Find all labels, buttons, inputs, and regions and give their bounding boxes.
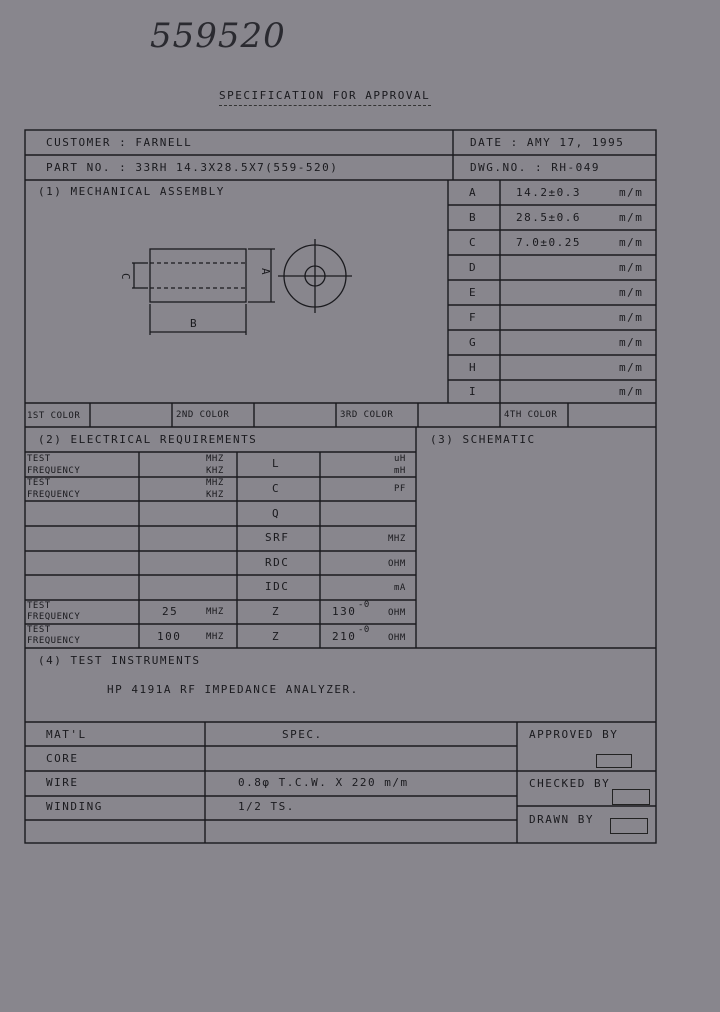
approval-stamp-icon (596, 754, 632, 768)
dim-row-unit: m/m (619, 336, 644, 349)
dim-row-value: 14.2±0.3 (516, 186, 581, 199)
param-label: IDC (265, 580, 290, 593)
date-field: DATE : AMY 17, 1995 (470, 136, 625, 149)
freq-unit: KHZ (206, 490, 224, 500)
impedance-value: 210 (332, 630, 357, 643)
color-4-label: 4TH COLOR (504, 410, 558, 420)
freq-unit: MHZ (206, 607, 224, 617)
drawn-by-label: DRAWN BY (529, 813, 594, 826)
drawn-stamp-icon (610, 818, 648, 834)
material-name: WINDING (46, 800, 103, 813)
part-number-field: PART NO. : 33RH 14.3X28.5X7(559-520) (46, 161, 339, 174)
test-instrument-value: HP 4191A RF IMPEDANCE ANALYZER. (107, 683, 359, 696)
param-label: L (272, 457, 281, 470)
customer-field: CUSTOMER : FARNELL (46, 136, 193, 149)
value-unit: MHZ (388, 534, 406, 544)
dim-row-unit: m/m (619, 236, 644, 249)
dim-row-label: D (469, 261, 478, 274)
test-label: TEST (27, 625, 51, 635)
impedance-tolerance: -0 (358, 625, 370, 635)
approved-by-label: APPROVED BY (529, 728, 619, 741)
material-spec: 1/2 TS. (238, 800, 295, 813)
dim-row-unit: m/m (619, 186, 644, 199)
dim-row-label: C (469, 236, 478, 249)
test-label: TEST (27, 454, 51, 464)
frequency-label: FREQUENCY (27, 612, 81, 622)
drawing-number-field: DWG.NO. : RH-049 (470, 161, 600, 174)
test-instruments-title: (4) TEST INSTRUMENTS (38, 654, 201, 667)
dim-row-unit: m/m (619, 211, 644, 224)
dim-row-label: B (469, 211, 478, 224)
materials-header-matl: MAT'L (46, 728, 87, 741)
dim-row-unit: m/m (619, 361, 644, 374)
impedance-tolerance: -0 (358, 600, 370, 610)
test-frequency-value: 100 (157, 630, 182, 643)
freq-unit: KHZ (206, 466, 224, 476)
freq-unit: MHZ (206, 454, 224, 464)
param-label: Z (272, 605, 281, 618)
dim-row-label: G (469, 336, 478, 349)
document-title: SPECIFICATION FOR APPROVAL (219, 89, 431, 102)
frequency-label: FREQUENCY (27, 490, 81, 500)
test-frequency-value: 25 (162, 605, 179, 618)
dim-row-unit: m/m (619, 385, 644, 398)
color-1-label: 1ST COLOR (27, 411, 81, 421)
dimension-label-a: A (259, 267, 273, 277)
param-label: Z (272, 630, 281, 643)
value-unit: mA (394, 583, 406, 593)
dim-row-unit: m/m (619, 286, 644, 299)
dim-row-label: A (469, 186, 478, 199)
value-unit: uH (394, 454, 406, 464)
dimension-label-b: B (190, 317, 199, 330)
checked-by-label: CHECKED BY (529, 777, 611, 790)
param-label: SRF (265, 531, 290, 544)
freq-unit: MHZ (206, 632, 224, 642)
value-unit: OHM (388, 559, 406, 569)
impedance-value: 130 (332, 605, 357, 618)
dim-row-label: H (469, 361, 478, 374)
color-2-label: 2ND COLOR (176, 410, 230, 420)
frequency-label: FREQUENCY (27, 466, 81, 476)
mechanical-assembly-title: (1) MECHANICAL ASSEMBLY (38, 185, 225, 198)
materials-header-spec: SPEC. (282, 728, 323, 741)
checked-stamp-icon (612, 789, 650, 805)
value-unit: PF (394, 484, 406, 494)
dim-row-unit: m/m (619, 311, 644, 324)
param-label: C (272, 482, 281, 495)
handwritten-part-number: 559520 (150, 16, 286, 56)
dim-row-value: 7.0±0.25 (516, 236, 581, 249)
dim-row-label: E (469, 286, 478, 299)
test-label: TEST (27, 601, 51, 611)
param-label: RDC (265, 556, 290, 569)
dimension-label-c: C (119, 272, 133, 282)
frequency-label: FREQUENCY (27, 636, 81, 646)
freq-unit: MHZ (206, 478, 224, 488)
param-label: Q (272, 507, 281, 520)
test-label: TEST (27, 478, 51, 488)
material-spec: 0.8φ T.C.W. X 220 m/m (238, 776, 409, 789)
color-3-label: 3RD COLOR (340, 410, 394, 420)
value-unit: mH (394, 466, 406, 476)
value-unit: OHM (388, 633, 406, 643)
value-unit: OHM (388, 608, 406, 618)
material-name: WIRE (46, 776, 79, 789)
dim-row-label: I (469, 385, 478, 398)
electrical-requirements-title: (2) ELECTRICAL REQUIREMENTS (38, 433, 258, 446)
dim-row-unit: m/m (619, 261, 644, 274)
dim-row-value: 28.5±0.6 (516, 211, 581, 224)
material-name: CORE (46, 752, 79, 765)
mechanical-drawing (110, 230, 360, 345)
dim-row-label: F (469, 311, 478, 324)
schematic-title: (3) SCHEMATIC (430, 433, 536, 446)
